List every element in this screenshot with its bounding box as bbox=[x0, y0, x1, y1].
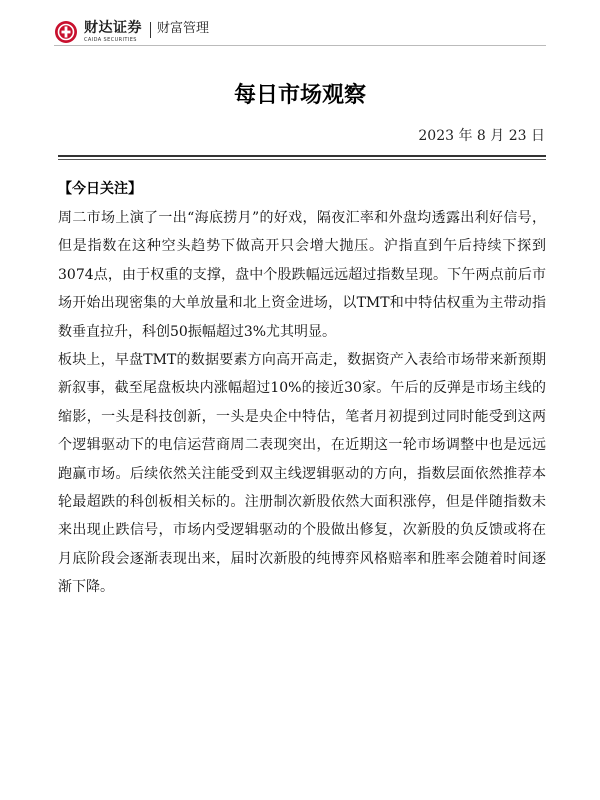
sub-brand: 财富管理 bbox=[157, 21, 210, 36]
section-heading: 【今日关注】 bbox=[58, 181, 142, 197]
brand-divider bbox=[150, 22, 151, 38]
report-body bbox=[58, 204, 546, 602]
brand-name: 财达证券 bbox=[84, 20, 142, 36]
brand-english-name: CAIDA SECURITIES bbox=[84, 37, 137, 43]
paragraph-market-summary: 周二市场上演了一出“海底捞月”的好戏，隔夜汇率和外盘均透露出利好信号，但是指数在这种空头趋势下做高开只会增大抛压。沪指直到午后持续下探到3074点，由于权重的支撑，盘中个股跌幅远远超过指数呈现。下午两点前后市场开始出现密集的大单放量和北上资金进场，以TMT和中特估权重为主带动指数垂直拉升，科创50振幅超过3%尤其明显。 bbox=[58, 210, 546, 340]
report-date: 2023 年 8 月 23 日 bbox=[418, 128, 545, 144]
header-divider bbox=[54, 45, 546, 46]
report-header bbox=[54, 20, 554, 46]
caida-logo-icon bbox=[54, 20, 78, 44]
paragraph-sector-analysis: 板块上，早盘TMT的数据要素方向高开高走，数据资产入表给市场带来新预期新叙事，截至尾盘板块内涨幅超过10%的接近30家。午后的反弹是市场主线的缩影，一头是科技创新，一头是央企中特估，笔者月初提到过同时能受到这两个逻辑驱动下的电信运营商周二表现突出，在近期这一轮市场调整中也是远远跑赢市场。后续依然关注能受到双主线逻辑驱动的方向，指数层面依然推荐本轮最超跌的科创板相关标的。注册制次新股依然大面积涨停，但是伴随指数未来出现止跌信号，市场内受逻辑驱动的个股做出修复，次新股的负反馈或将在月底阶段会逐渐表现出来，届时次新股的纯博弈风格赔率和胜率会随着时间逐渐下降。 bbox=[58, 352, 546, 596]
title-divider-thick bbox=[58, 155, 546, 157]
document-title: 每日市场观察 bbox=[233, 83, 366, 108]
title-divider-thin bbox=[58, 159, 546, 160]
